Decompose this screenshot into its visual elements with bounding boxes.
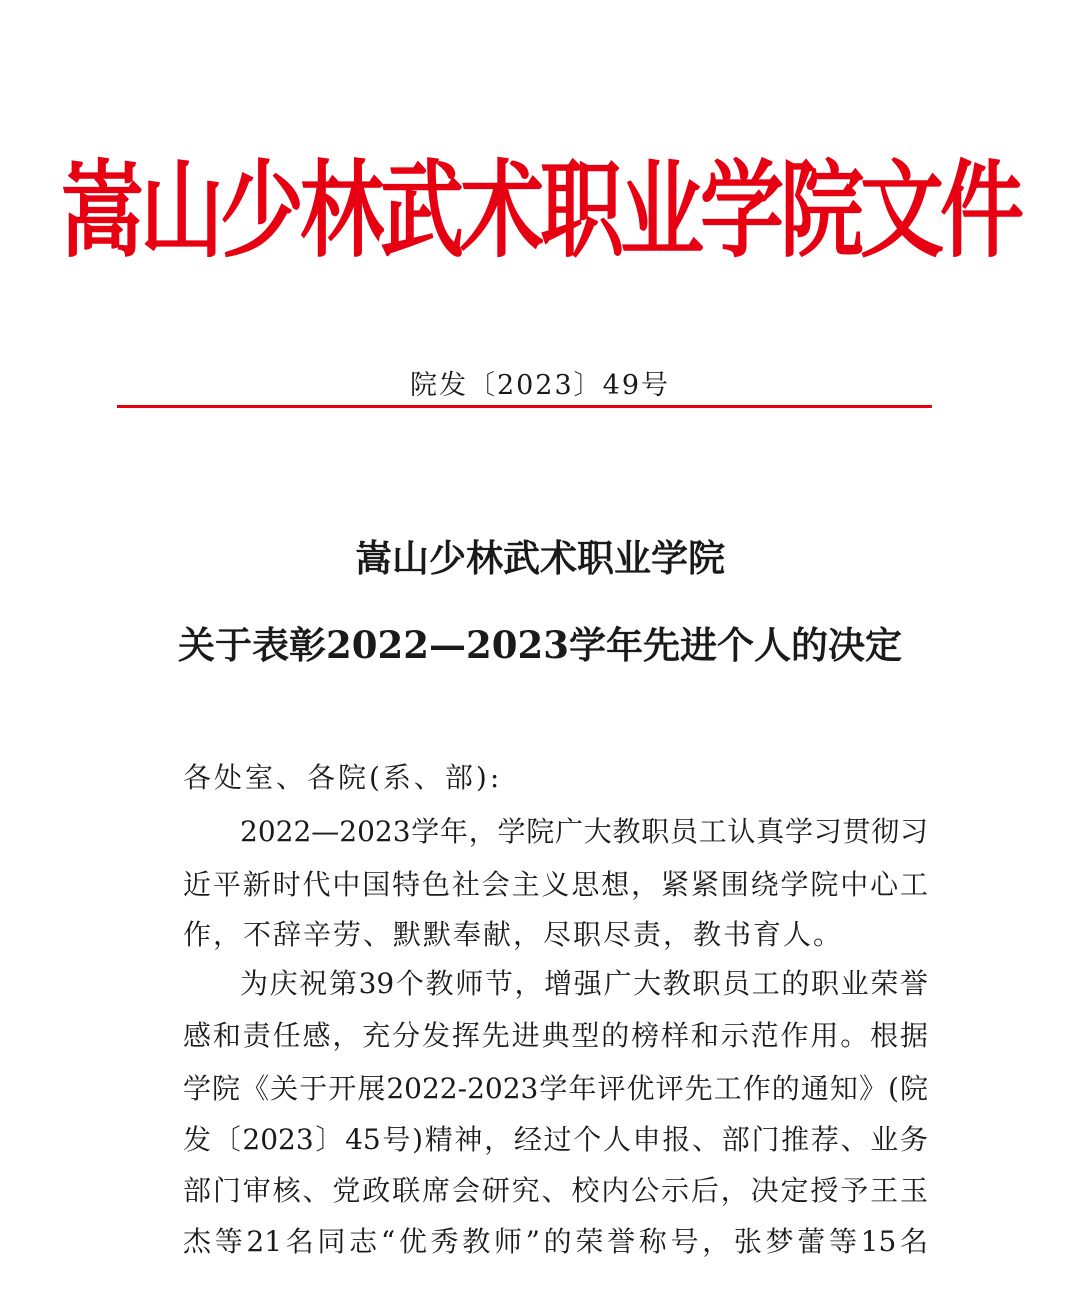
document-masthead: 嵩山少林武术职业学院文件	[59, 148, 1020, 272]
paragraph-2-line-1: 为庆祝第39个教师节，增强广大教职员工的职业荣誉	[240, 967, 928, 1000]
paragraph-2-line-5: 部门审核、党政联席会研究、校内公示后，决定授予王玉	[183, 1174, 928, 1207]
paragraph-1-line-3: 作，不辞辛劳、默默奉献，尽职尽责，教书育人。	[183, 918, 844, 951]
paragraph-2-line-2: 感和责任感，充分发挥先进典型的榜样和示范作用。根据	[183, 1019, 928, 1052]
salutation: 各处室、各院(系、部):	[183, 761, 503, 794]
document-title-line-1: 嵩山少林武术职业学院	[355, 536, 725, 580]
document-title-line-2: 关于表彰2022—2023学年先进个人的决定	[178, 623, 902, 667]
paragraph-2-line-3: 学院《关于开展2022-2023学年评优评先工作的通知》(院	[183, 1072, 928, 1105]
paragraph-2-line-4: 发〔2023〕45号)精神，经过个人申报、部门推荐、业务	[183, 1123, 928, 1156]
document-number: 院发〔2023〕49号	[409, 370, 671, 401]
paragraph-1-line-1: 2022—2023学年，学院广大教职员工认真学习贯彻习	[240, 815, 928, 848]
red-separator-line	[117, 405, 932, 408]
paragraph-2-line-6: 杰等21名同志“优秀教师”的荣誉称号，张梦蕾等15名	[183, 1225, 928, 1258]
paragraph-1-line-2: 近平新时代中国特色社会主义思想，紧紧围绕学院中心工	[183, 868, 928, 901]
